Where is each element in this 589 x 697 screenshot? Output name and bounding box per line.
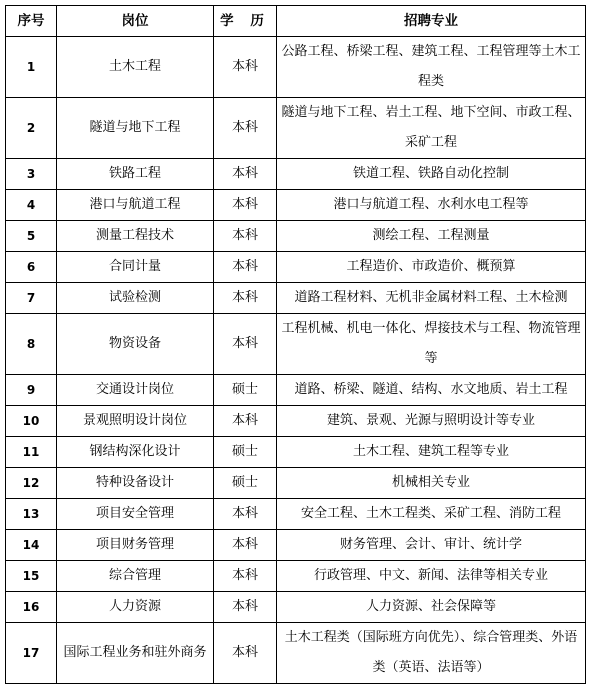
majors-cell: 土木工程类（国际班方向优先）、综合管理类、外语类（英语、法语等）	[277, 623, 586, 684]
row-number: 11	[6, 437, 57, 468]
table-row	[6, 623, 586, 684]
table-row	[6, 592, 586, 623]
table-row	[6, 530, 586, 561]
position-cell: 钢结构深化设计	[57, 437, 214, 468]
row-number: 2	[6, 98, 57, 159]
row-number: 5	[6, 221, 57, 252]
position-cell: 港口与航道工程	[57, 190, 214, 221]
row-number: 7	[6, 283, 57, 314]
majors-cell: 道路工程材料、无机非金属材料工程、土木检测	[277, 283, 586, 314]
education-cell: 本科	[214, 561, 277, 592]
position-cell: 综合管理	[57, 561, 214, 592]
education-cell: 本科	[214, 159, 277, 190]
table-row	[6, 98, 586, 159]
education-cell: 本科	[214, 252, 277, 283]
education-cell: 硕士	[214, 375, 277, 406]
row-number: 12	[6, 468, 57, 499]
row-number: 8	[6, 314, 57, 375]
row-number: 1	[6, 37, 57, 98]
table-row	[6, 190, 586, 221]
majors-cell: 工程机械、机电一体化、焊接技术与工程、物流管理等	[277, 314, 586, 375]
row-number: 13	[6, 499, 57, 530]
table-row	[6, 283, 586, 314]
table-row	[6, 221, 586, 252]
position-cell: 试验检测	[57, 283, 214, 314]
education-cell: 硕士	[214, 468, 277, 499]
table-row	[6, 468, 586, 499]
majors-cell: 隧道与地下工程、岩土工程、地下空间、市政工程、采矿工程	[277, 98, 586, 159]
header-row	[6, 6, 586, 37]
majors-cell: 铁道工程、铁路自动化控制	[277, 159, 586, 190]
row-number: 3	[6, 159, 57, 190]
table-row	[6, 437, 586, 468]
position-cell: 铁路工程	[57, 159, 214, 190]
position-cell: 物资设备	[57, 314, 214, 375]
table-row	[6, 375, 586, 406]
education-cell: 本科	[214, 406, 277, 437]
row-number: 15	[6, 561, 57, 592]
majors-cell: 工程造价、市政造价、概预算	[277, 252, 586, 283]
table-row	[6, 252, 586, 283]
position-cell: 交通设计岗位	[57, 375, 214, 406]
table-row	[6, 406, 586, 437]
row-number: 10	[6, 406, 57, 437]
position-cell: 项目安全管理	[57, 499, 214, 530]
header-majors: 招聘专业	[277, 6, 586, 37]
row-number: 9	[6, 375, 57, 406]
row-number: 14	[6, 530, 57, 561]
row-number: 16	[6, 592, 57, 623]
position-cell: 特种设备设计	[57, 468, 214, 499]
majors-cell: 公路工程、桥梁工程、建筑工程、工程管理等土木工程类	[277, 37, 586, 98]
table-row	[6, 159, 586, 190]
education-cell: 硕士	[214, 437, 277, 468]
majors-cell: 机械相关专业	[277, 468, 586, 499]
row-number: 4	[6, 190, 57, 221]
education-cell: 本科	[214, 314, 277, 375]
majors-cell: 土木工程、建筑工程等专业	[277, 437, 586, 468]
position-cell: 国际工程业务和驻外商务	[57, 623, 214, 684]
majors-cell: 测绘工程、工程测量	[277, 221, 586, 252]
education-cell: 本科	[214, 283, 277, 314]
position-cell: 土木工程	[57, 37, 214, 98]
position-cell: 景观照明设计岗位	[57, 406, 214, 437]
education-cell: 本科	[214, 499, 277, 530]
majors-cell: 港口与航道工程、水利水电工程等	[277, 190, 586, 221]
table-body	[6, 37, 586, 684]
majors-cell: 安全工程、土木工程类、采矿工程、消防工程	[277, 499, 586, 530]
header-education: 学 历	[214, 6, 277, 37]
position-cell: 合同计量	[57, 252, 214, 283]
majors-cell: 建筑、景观、光源与照明设计等专业	[277, 406, 586, 437]
table-row	[6, 561, 586, 592]
education-cell: 本科	[214, 530, 277, 561]
position-cell: 测量工程技术	[57, 221, 214, 252]
education-cell: 本科	[214, 221, 277, 252]
row-number: 17	[6, 623, 57, 684]
majors-cell: 财务管理、会计、审计、统计学	[277, 530, 586, 561]
recruitment-table	[5, 5, 586, 684]
header-position: 岗位	[57, 6, 214, 37]
position-cell: 项目财务管理	[57, 530, 214, 561]
majors-cell: 人力资源、社会保障等	[277, 592, 586, 623]
position-cell: 人力资源	[57, 592, 214, 623]
table-row	[6, 37, 586, 98]
table-row	[6, 499, 586, 530]
education-cell: 本科	[214, 98, 277, 159]
majors-cell: 行政管理、中文、新闻、法律等相关专业	[277, 561, 586, 592]
table-row	[6, 314, 586, 375]
position-cell: 隧道与地下工程	[57, 98, 214, 159]
row-number: 6	[6, 252, 57, 283]
header-no: 序号	[6, 6, 57, 37]
education-cell: 本科	[214, 623, 277, 684]
majors-cell: 道路、桥梁、隧道、结构、水文地质、岩土工程	[277, 375, 586, 406]
education-cell: 本科	[214, 592, 277, 623]
education-cell: 本科	[214, 190, 277, 221]
education-cell: 本科	[214, 37, 277, 98]
